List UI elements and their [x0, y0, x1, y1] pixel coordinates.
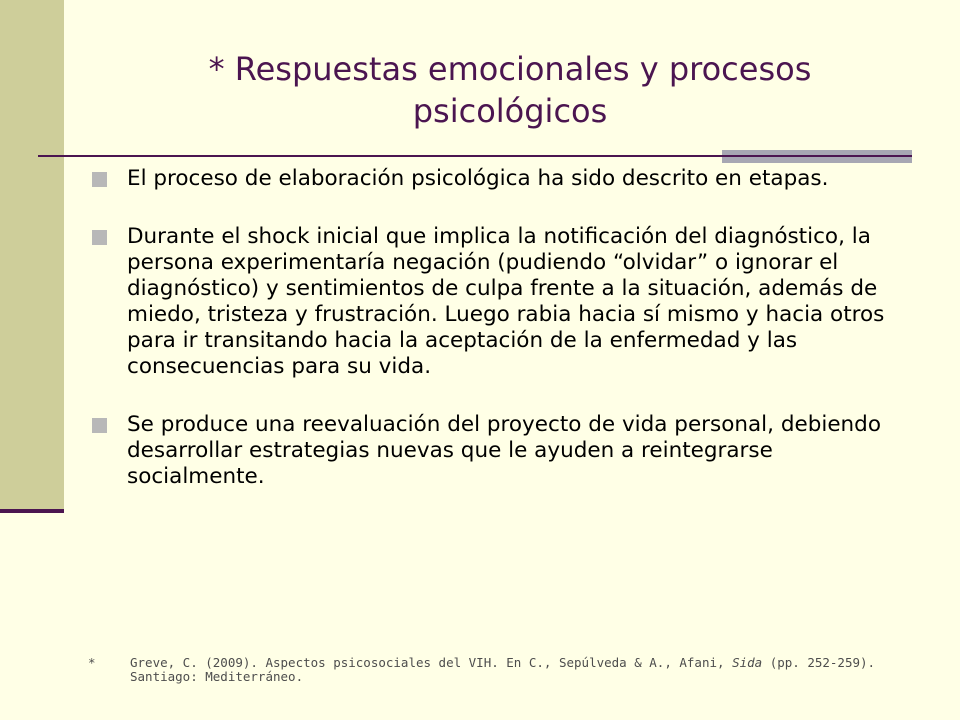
square-bullet-icon [92, 418, 107, 433]
left-band-divider [0, 509, 64, 513]
footnote-citation-prefix: Greve, C. (2009). Aspectos psicosociales del VIH. En C., Sepúlveda & A., Afani, [130, 655, 733, 670]
left-decorative-band [0, 0, 64, 512]
slide-title: * Respuestas emocionales y procesos psicológicos [208, 50, 812, 130]
title-accent-divider [722, 155, 912, 157]
square-bullet-icon [92, 172, 107, 187]
bullet-item-initial-shock [92, 224, 902, 380]
bullet-text-initial-shock: Durante el shock inicial que implica la notificación del diagnóstico, la persona experimentaría negación (pudiendo “olvidar” o ignorar el diagnóstico) y sentimientos de culpa frente a la situación, además de miedo, tristeza y frustración. Luego rabia hacia sí mismo y hacia otros para ir transitando hacia la aceptación de la enfermedad y las consecuencias para su vida. [127, 224, 885, 379]
footnote-citation [130, 656, 888, 684]
footnote-book-title: Sida [732, 655, 763, 670]
bullet-item-stages [92, 166, 902, 192]
bullet-list [92, 166, 902, 490]
bullet-item-life-project [92, 412, 902, 490]
bullet-text-life-project: Se produce una reevaluación del proyecto de vida personal, debiendo desarrollar estrategias nuevas que le ayuden a reintegrarse socialmente. [127, 412, 881, 489]
footnote-marker: * [88, 655, 96, 670]
source-footnote [88, 656, 888, 684]
bullet-text-stages: El proceso de elaboración psicológica ha sido descrito en etapas. [127, 166, 829, 191]
square-bullet-icon [92, 230, 107, 245]
footnote-citation-suffix: (pp. 252-259). Santiago: Mediterráneo. [130, 655, 876, 684]
